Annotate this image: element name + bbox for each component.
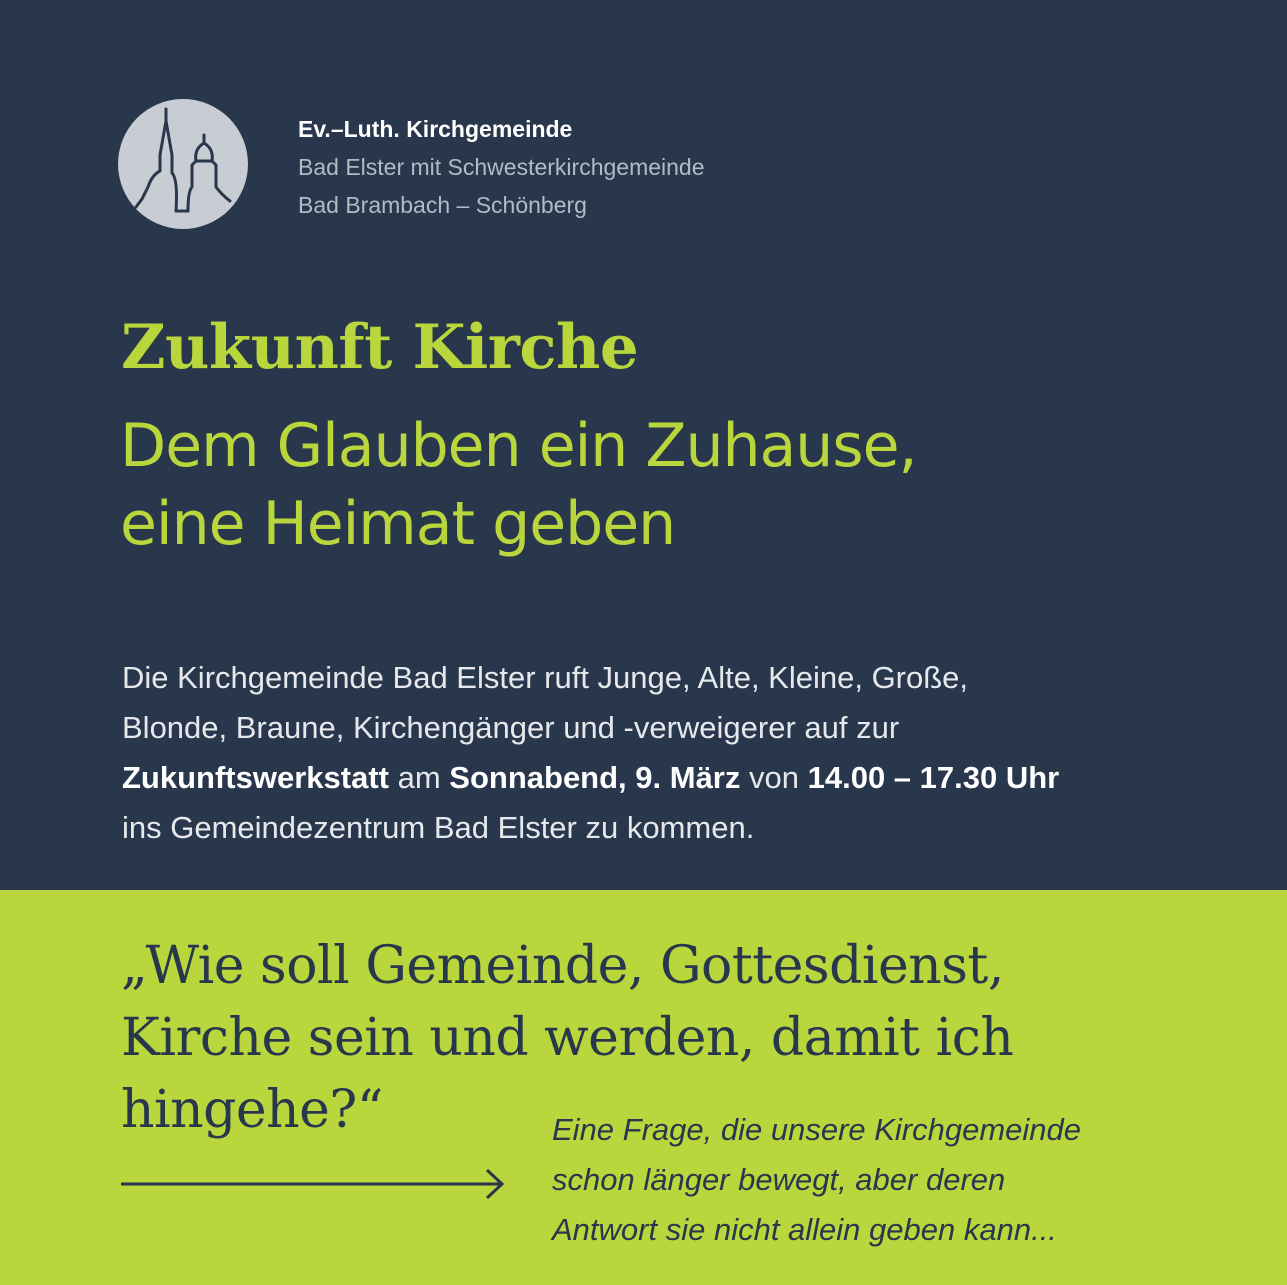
quote-line-3: hingehe?“ [121, 1080, 383, 1140]
invitation-text [122, 653, 1212, 853]
subtitle-line-2: eine Heimat geben [120, 489, 676, 559]
page-title: Zukunft Kirche [121, 312, 639, 383]
note-line-2: schon länger bewegt, aber deren [552, 1162, 1006, 1197]
page-subtitle [120, 407, 917, 563]
org-line-1: Ev.–Luth. Kirchgemeinde [298, 116, 573, 142]
body-line-3-text-2: von [740, 760, 808, 795]
org-line-2: Bad Elster mit Schwesterkirchgemeinde [298, 154, 705, 180]
event-time: 14.00 – 17.30 Uhr [807, 760, 1060, 795]
subtitle-line-1: Dem Glauben ein Zuhause, [120, 411, 917, 481]
body-line-3-text-1: am [388, 760, 450, 795]
body-line-1: Die Kirchgemeinde Bad Elster ruft Junge, Alte, Kleine, Große, [122, 660, 969, 695]
org-line-3: Bad Brambach – Schönberg [298, 192, 587, 218]
note-line-1: Eine Frage, die unsere Kirchgemeinde [552, 1112, 1082, 1147]
event-name: Zukunftswerkstatt [122, 760, 389, 795]
organization-name [298, 110, 705, 224]
event-date: Sonnabend, 9. März [449, 760, 741, 795]
body-line-3 [122, 753, 1212, 803]
church-logo [118, 99, 248, 229]
note-line-3: Antwort sie nicht allein geben kann... [552, 1212, 1057, 1247]
quote-line-1: „Wie soll Gemeinde, Gottesdienst, [121, 936, 1004, 996]
quote-note [552, 1105, 1081, 1255]
church-towers-icon [118, 99, 248, 229]
body-line-4: ins Gemeindezentrum Bad Elster zu kommen. [122, 810, 755, 845]
arrow-right-icon [121, 1166, 511, 1202]
quote-line-2: Kirche sein und werden, damit ich [121, 1008, 1014, 1068]
body-line-2: Blonde, Braune, Kirchengänger und -verweigerer auf zur [122, 710, 900, 745]
